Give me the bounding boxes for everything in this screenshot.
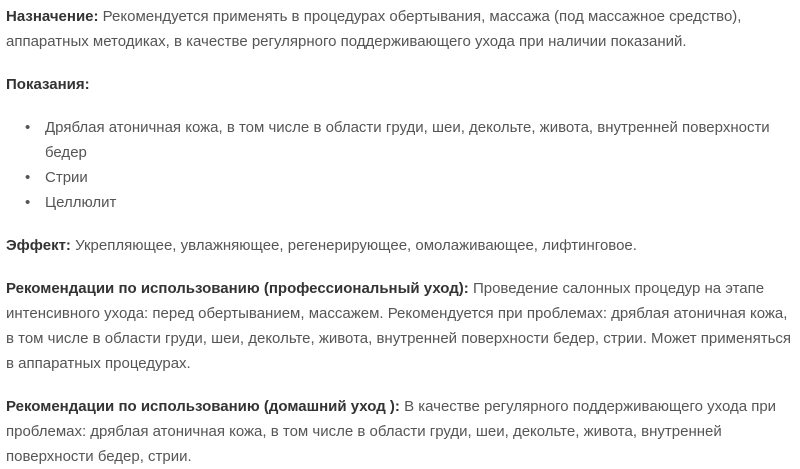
bullet-icon: • xyxy=(25,194,31,211)
spacer xyxy=(6,376,794,394)
bullet-icon: • xyxy=(25,119,31,136)
effect-text: Укрепляющее, увлажняющее, регенерирующее, омолаживающее, лифтинговое. xyxy=(70,237,637,254)
home-text: В качестве регулярного поддерживающего ухода при проблемах: дряблая атоничная кожа, в том числе в области груди, шеи, декольте, живота, внутренней поверхности бедер, стрии. xyxy=(6,398,777,465)
indications-heading: Показания: xyxy=(6,76,90,93)
indications-list xyxy=(6,115,794,215)
list-item xyxy=(6,165,794,190)
professional-text: Проведение салонных процедур на этапе интенсивного ухода: перед обертыванием, массажем. Рекомендуется при проблемах: дряблая атоничная кожа, в том числе в области груди, шеи, декольте, живота, внутренней поверхности бедер, стрии. Может применяться в аппаратных процедурах. xyxy=(6,280,792,372)
list-item-text: Дряблая атоничная кожа, в том числе в области груди, шеи, декольте, живота, внутренней поверхности бедер xyxy=(45,119,770,161)
list-item-text: Целлюлит xyxy=(45,194,117,211)
effect-label: Эффект: xyxy=(6,237,71,254)
purpose-text: Рекомендуется применять в процедурах обертывания, массажа (под массажное средство), аппаратных методиках, в качестве регулярного поддерживающего ухода при наличии показаний. xyxy=(6,8,742,50)
spacer xyxy=(6,54,794,72)
bullet-icon: • xyxy=(25,169,31,186)
spacer xyxy=(6,97,794,115)
effect-paragraph xyxy=(6,233,794,258)
professional-label: Рекомендации по использованию (профессиональный уход): xyxy=(6,280,469,297)
list-item xyxy=(6,190,794,215)
spacer xyxy=(6,215,794,233)
purpose-paragraph xyxy=(6,4,794,54)
purpose-label: Назначение: xyxy=(6,8,99,25)
professional-paragraph xyxy=(6,276,794,376)
spacer xyxy=(6,258,794,276)
list-item xyxy=(6,115,794,165)
list-item-text: Стрии xyxy=(45,169,88,186)
home-paragraph xyxy=(6,394,794,469)
home-label: Рекомендации по использованию (домашний уход ): xyxy=(6,398,400,415)
